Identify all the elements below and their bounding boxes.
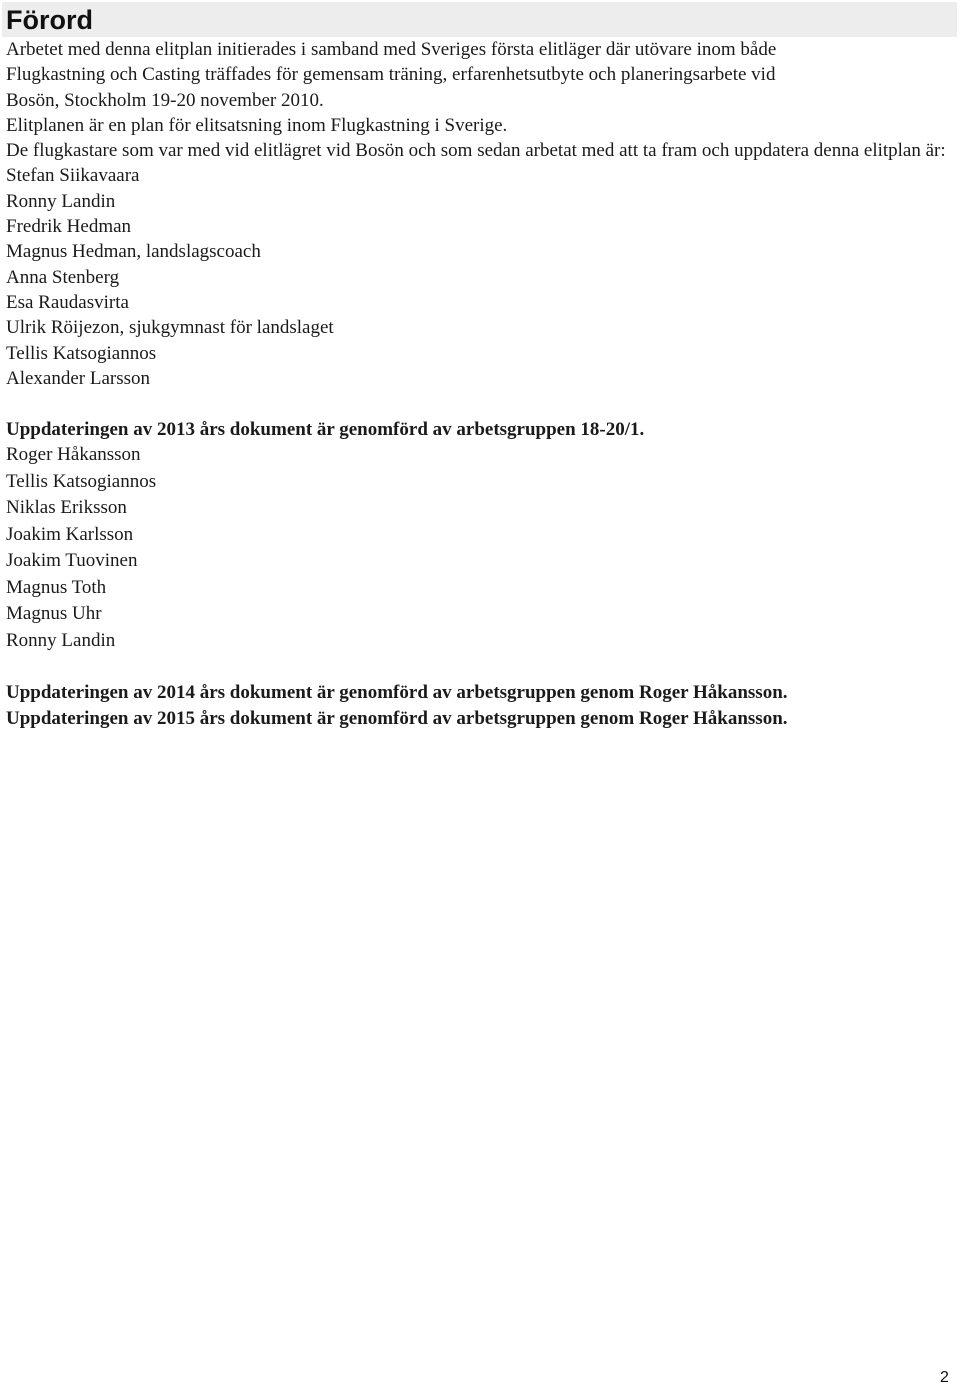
elitplan-statement: Elitplanen är en plan för elitsatsning inom Flugkastning i Sverige. xyxy=(6,114,508,136)
list-item: Fredrik Hedman xyxy=(6,216,132,238)
update-2013-members-list xyxy=(6,442,956,654)
spacer xyxy=(6,391,956,417)
list-item: Joakim Karlsson xyxy=(6,523,134,545)
list-item: Ronny Landin xyxy=(6,629,116,651)
participants-intro: De flugkastare som var med vid elitlägret vid Bosön och som sedan arbetat med att ta fram och uppdatera denna elitplan är: xyxy=(6,140,946,162)
spacer xyxy=(6,654,956,680)
heading-band xyxy=(2,2,957,37)
update-2014-note: Uppdateringen av 2014 års dokument är genomförd av arbetsgruppen genom Roger Håkansson. xyxy=(6,682,788,704)
page-number: 2 xyxy=(940,1369,949,1386)
page-title: Förord xyxy=(6,5,93,35)
list-item: Joakim Tuovinen xyxy=(6,550,138,572)
list-item: Tellis Katsogiannos xyxy=(6,470,157,492)
list-item: Roger Håkansson xyxy=(6,444,141,466)
list-item: Alexander Larsson xyxy=(6,367,151,389)
update-2015-note: Uppdateringen av 2015 års dokument är genomförd av arbetsgruppen genom Roger Håkansson. xyxy=(6,707,788,729)
list-item: Stefan Siikavaara xyxy=(6,165,140,187)
intro-line-3: Bosön, Stockholm 19-20 november 2010. xyxy=(6,89,324,111)
update-2013-heading: Uppdateringen av 2013 års dokument är genomförd av arbetsgruppen 18-20/1. xyxy=(6,419,645,441)
list-item: Magnus Hedman, landslagscoach xyxy=(6,241,261,263)
intro-line-2: Flugkastning och Casting träffades för gemensam träning, erfarenhetsutbyte och planeringsarbete vid xyxy=(6,64,776,86)
list-item: Niklas Eriksson xyxy=(6,497,127,519)
list-item: Magnus Uhr xyxy=(6,603,102,625)
participants-2010-list xyxy=(6,163,956,391)
list-item: Anna Stenberg xyxy=(6,266,120,288)
list-item: Ulrik Röijezon, sjukgymnast för landslaget xyxy=(6,317,334,339)
list-item: Ronny Landin xyxy=(6,190,116,212)
document-body xyxy=(6,37,956,731)
intro-line-1: Arbetet med denna elitplan initierades i samband med Sveriges första elitläger där utövare inom både xyxy=(6,39,777,60)
list-item: Tellis Katsogiannos xyxy=(6,342,157,364)
list-item: Esa Raudasvirta xyxy=(6,291,129,313)
list-item: Magnus Toth xyxy=(6,576,107,598)
